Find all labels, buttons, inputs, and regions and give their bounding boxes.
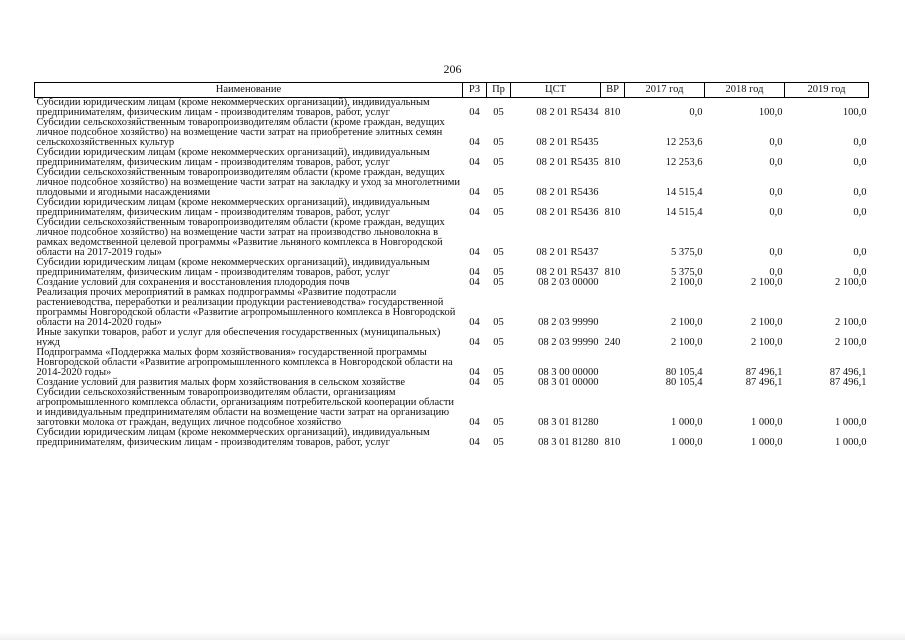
row-name: Создание условий для развития малых форм хозяйствования в сельском хозяйстве xyxy=(36,377,406,388)
row-pr: 05 xyxy=(493,277,504,288)
page-number: 206 xyxy=(443,62,462,76)
row-rz: 04 xyxy=(469,207,480,218)
row-cst: 08 2 03 99990 xyxy=(538,337,599,348)
row-vr xyxy=(601,168,625,198)
row-vr: 810 xyxy=(604,267,621,278)
row-2019: 0,0 xyxy=(853,137,867,148)
header-pr: Пр xyxy=(487,83,511,98)
table-row xyxy=(35,348,869,378)
row-2017: 14 515,4 xyxy=(665,207,703,218)
row-2019: 0,0 xyxy=(853,187,867,198)
row-rz: 04 xyxy=(469,157,480,168)
row-pr: 05 xyxy=(493,137,504,148)
row-pr: 05 xyxy=(493,337,504,348)
row-rz: 04 xyxy=(469,437,480,448)
row-2019: 1 000,0 xyxy=(835,437,867,448)
row-rz: 04 xyxy=(469,107,480,118)
row-vr: 810 xyxy=(604,107,621,118)
table-row xyxy=(35,328,869,348)
table-header-row xyxy=(35,83,869,98)
row-2019: 2 100,0 xyxy=(835,277,867,288)
row-pr: 05 xyxy=(493,367,504,378)
row-pr: 05 xyxy=(493,157,504,168)
row-vr: 240 xyxy=(604,337,621,348)
row-cst: 08 2 01 R5435 xyxy=(536,137,599,148)
row-2017: 12 253,6 xyxy=(665,157,703,168)
row-cst: 08 2 03 00000 xyxy=(538,277,599,288)
row-name: Субсидии юридическим лицам (кроме некоммерческих организаций), индивидуальным предпринимателям, физическим лицам - производителям товаров, работ, услуг xyxy=(36,97,430,118)
row-2017: 5 375,0 xyxy=(671,267,703,278)
row-pr: 05 xyxy=(493,187,504,198)
row-2018: 0,0 xyxy=(769,207,783,218)
row-pr: 05 xyxy=(493,417,504,428)
row-2018: 100,0 xyxy=(758,107,783,118)
row-rz: 04 xyxy=(469,137,480,148)
table-row xyxy=(35,198,869,218)
row-2018: 0,0 xyxy=(769,267,783,278)
row-pr: 05 xyxy=(493,377,504,388)
row-2019: 2 100,0 xyxy=(835,337,867,348)
row-2019: 0,0 xyxy=(853,157,867,168)
header-2019: 2019 год xyxy=(785,83,869,98)
row-2019: 2 100,0 xyxy=(835,317,867,328)
row-cst: 08 2 01 R5436 xyxy=(536,187,599,198)
row-2019: 87 496,1 xyxy=(829,377,867,388)
table-row xyxy=(35,168,869,198)
table-row xyxy=(35,258,869,278)
table-row xyxy=(35,428,869,448)
row-vr xyxy=(601,278,625,288)
table-row xyxy=(35,148,869,168)
row-cst: 08 3 01 81280 xyxy=(538,417,599,428)
row-name: Субсидии сельскохозяйственным товаропроизводителям области (кроме граждан, ведущих личное подсобное хозяйство) на возмещение части затрат на приобретение элитных семян сельскохозяйственных культур xyxy=(36,117,445,148)
row-rz: 04 xyxy=(469,317,480,328)
row-2017: 80 105,4 xyxy=(665,367,703,378)
header-2017: 2017 год xyxy=(625,83,705,98)
row-2018: 1 000,0 xyxy=(751,417,783,428)
row-2018: 87 496,1 xyxy=(745,367,783,378)
row-vr xyxy=(601,348,625,378)
row-2018: 0,0 xyxy=(769,157,783,168)
row-rz: 04 xyxy=(469,277,480,288)
row-name: Субсидии сельскохозяйственным товаропроизводителям области (кроме граждан, ведущих личное подсобное хозяйство) на возмещение части затрат на производство льноволокна в рамках ведомственной целевой программы «Развитие льняного комплекса в Новгородской области на 2017-2019 годы» xyxy=(36,217,445,258)
row-name: Субсидии юридическим лицам (кроме некоммерческих организаций), индивидуальным предпринимателям, физическим лицам - производителям товаров, работ, услуг xyxy=(36,427,430,448)
row-cst: 08 2 01 R5435 xyxy=(536,157,599,168)
scan-edge xyxy=(0,632,905,640)
row-cst: 08 3 00 00000 xyxy=(538,367,599,378)
row-rz: 04 xyxy=(469,247,480,258)
row-2017: 80 105,4 xyxy=(665,377,703,388)
row-vr xyxy=(601,378,625,388)
row-2019: 0,0 xyxy=(853,267,867,278)
row-2017: 14 515,4 xyxy=(665,187,703,198)
row-2017: 2 100,0 xyxy=(671,317,703,328)
row-2019: 100,0 xyxy=(842,107,867,118)
row-vr xyxy=(601,218,625,258)
row-rz: 04 xyxy=(469,417,480,428)
row-2017: 0,0 xyxy=(689,107,703,118)
row-name: Иные закупки товаров, работ и услуг для обеспечения государственных (муниципальных) нужд xyxy=(36,327,441,348)
row-rz: 04 xyxy=(469,377,480,388)
row-pr: 05 xyxy=(493,267,504,278)
row-name: Субсидии юридическим лицам (кроме некоммерческих организаций), индивидуальным предпринимателям, физическим лицам - производителям товаров, работ, услуг xyxy=(36,147,430,168)
row-cst: 08 2 01 R5436 xyxy=(536,207,599,218)
row-2018: 87 496,1 xyxy=(745,377,783,388)
row-vr xyxy=(601,388,625,428)
row-pr: 05 xyxy=(493,317,504,328)
row-cst: 08 2 03 99990 xyxy=(538,317,599,328)
row-2019: 1 000,0 xyxy=(835,417,867,428)
row-name: Реализация прочих мероприятий в рамках подпрограммы «Развитие подотрасли растениеводства, переработки и реализации продукции растениеводства» государственной программы Новгородской области «Развитие агропромышленного комплекса в Новгородской области на 2014-2020 годы» xyxy=(36,287,456,328)
row-2018: 2 100,0 xyxy=(751,337,783,348)
row-cst: 08 2 01 R5437 xyxy=(536,267,599,278)
row-2018: 0,0 xyxy=(769,247,783,258)
table-row xyxy=(35,388,869,428)
row-rz: 04 xyxy=(469,187,480,198)
row-cst: 08 2 01 R5437 xyxy=(536,247,599,258)
row-name: Создание условий для сохранения и восстановления плодородия почв xyxy=(36,277,350,288)
row-vr: 810 xyxy=(604,157,621,168)
table-row xyxy=(35,98,869,119)
row-2019: 0,0 xyxy=(853,247,867,258)
budget-table xyxy=(34,82,869,448)
row-name: Субсидии сельскохозяйственным товаропроизводителям области (кроме граждан, ведущих личное подсобное хозяйство) на возмещение части затрат на закладку и уход за многолетними плодовыми и ягодными насаждениями xyxy=(36,167,460,198)
row-rz: 04 xyxy=(469,367,480,378)
row-pr: 05 xyxy=(493,247,504,258)
row-2017: 2 100,0 xyxy=(671,337,703,348)
table-row xyxy=(35,118,869,148)
table-row xyxy=(35,288,869,328)
row-cst: 08 2 01 R5434 xyxy=(536,107,599,118)
row-2017: 1 000,0 xyxy=(671,417,703,428)
row-2017: 1 000,0 xyxy=(671,437,703,448)
header-rz: РЗ xyxy=(463,83,487,98)
row-cst: 08 3 01 81280 xyxy=(538,437,599,448)
row-vr xyxy=(601,288,625,328)
row-2018: 1 000,0 xyxy=(751,437,783,448)
row-2017: 5 375,0 xyxy=(671,247,703,258)
row-name: Подпрограмма «Поддержка малых форм хозяйствования» государственной программы Новгородской области «Развитие агропромышленного комплекса в Новгородской области на 2014-2020 годы» xyxy=(36,347,453,378)
row-2018: 0,0 xyxy=(769,137,783,148)
row-2018: 0,0 xyxy=(769,187,783,198)
row-name: Субсидии юридическим лицам (кроме некоммерческих организаций), индивидуальным предпринимателям, физическим лицам - производителям товаров, работ, услуг xyxy=(36,197,430,218)
table-body xyxy=(35,98,869,449)
header-vr: ВР xyxy=(601,83,625,98)
row-name: Субсидии юридическим лицам (кроме некоммерческих организаций), индивидуальным предпринимателям, физическим лицам - производителям товаров, работ, услуг xyxy=(36,257,430,278)
row-2018: 2 100,0 xyxy=(751,317,783,328)
row-2017: 2 100,0 xyxy=(671,277,703,288)
row-2019: 87 496,1 xyxy=(829,367,867,378)
row-pr: 05 xyxy=(493,107,504,118)
row-vr xyxy=(601,118,625,148)
row-2019: 0,0 xyxy=(853,207,867,218)
row-pr: 05 xyxy=(493,437,504,448)
row-2018: 2 100,0 xyxy=(751,277,783,288)
row-vr: 810 xyxy=(604,437,621,448)
row-rz: 04 xyxy=(469,267,480,278)
row-pr: 05 xyxy=(493,207,504,218)
header-2018: 2018 год xyxy=(705,83,785,98)
table-row xyxy=(35,218,869,258)
row-rz: 04 xyxy=(469,337,480,348)
header-cst: ЦСТ xyxy=(511,83,601,98)
row-vr: 810 xyxy=(604,207,621,218)
row-name: Субсидии сельскохозяйственным товаропроизводителям области, организациям агропромышленного комплекса области, организациям потребительской кооперации области и индивидуальным предпринимателям области на возмещение части затрат на организацию заготовки молока от граждан, ведущих личное подсобное хозяйство xyxy=(36,387,455,428)
row-2017: 12 253,6 xyxy=(665,137,703,148)
header-name: Наименование xyxy=(35,83,463,98)
row-cst: 08 3 01 00000 xyxy=(538,377,599,388)
